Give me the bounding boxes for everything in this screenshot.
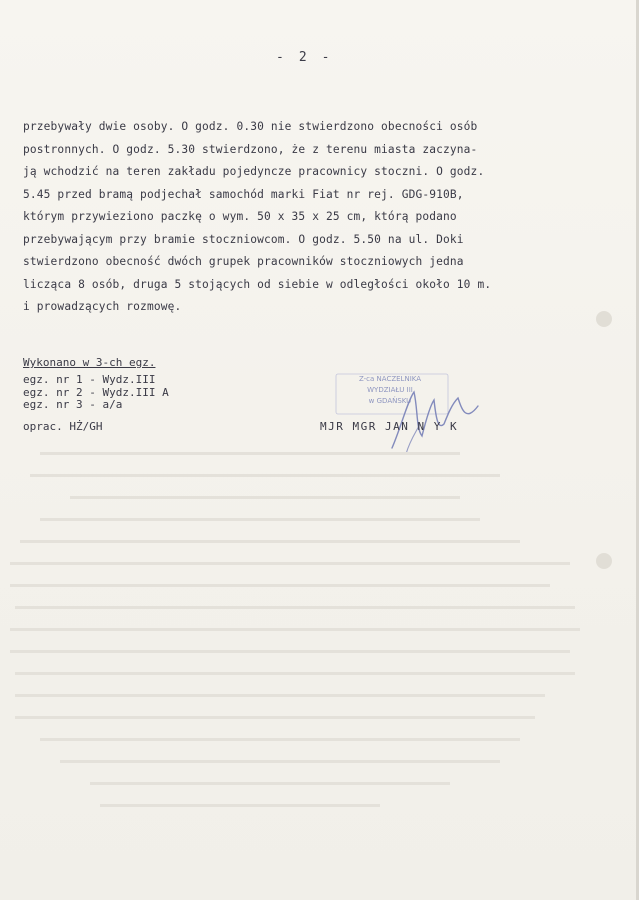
stamp-text xyxy=(335,374,445,407)
stamp-line: WYDZIAŁU III xyxy=(367,386,413,394)
body-line: przebywały dwie osoby. O godz. 0.30 nie stwierdzono obecności osób xyxy=(23,120,478,133)
copies-distribution xyxy=(23,357,169,412)
copy-item: egz. nr 2 - Wydz.III A xyxy=(23,385,169,399)
stamp-line: w GDAŃSKU xyxy=(368,397,412,405)
body-line: i prowadzących rozmowę. xyxy=(23,300,182,313)
stamp-line: Z-ca NACZELNIKA xyxy=(358,375,422,383)
page-number: - 2 - xyxy=(276,50,331,65)
copies-title: Wykonano w 3-ch egz. xyxy=(23,356,156,369)
prepared-by: oprac. HŻ/GH xyxy=(23,420,103,433)
signer-name: MJR MGR JAN N Y K xyxy=(320,420,459,433)
body-line: stwierdzono obecność dwóch grupek pracowników stoczniowych jedna xyxy=(23,255,464,268)
body-line: 5.45 przed bramą podjechał samochód marki Fiat nr rej. GDG-910B, xyxy=(23,187,464,201)
report-body xyxy=(23,116,583,319)
copy-item: egz. nr 3 - a/a xyxy=(23,398,123,412)
reverse-side-bleed-through xyxy=(0,440,639,840)
body-line: którym przywieziono paczkę o wym. 50 x 35 x 25 cm, którą podano xyxy=(23,210,457,223)
body-line: przebywającym przy bramie stoczniowcom. O godz. 5.50 na ul. Doki xyxy=(23,232,464,246)
copy-item: egz. nr 1 - Wydz.III xyxy=(23,372,156,386)
body-line: ją wchodzić na teren zakładu pojedyncze pracownicy stoczni. O godz. xyxy=(23,165,485,178)
punch-hole xyxy=(596,311,612,327)
body-line: licząca 8 osób, druga 5 stojących od siebie w odległości około 10 m. xyxy=(23,277,492,291)
body-line: postronnych. O godz. 5.30 stwierdzono, że z terenu miasta zaczyna- xyxy=(23,142,478,156)
